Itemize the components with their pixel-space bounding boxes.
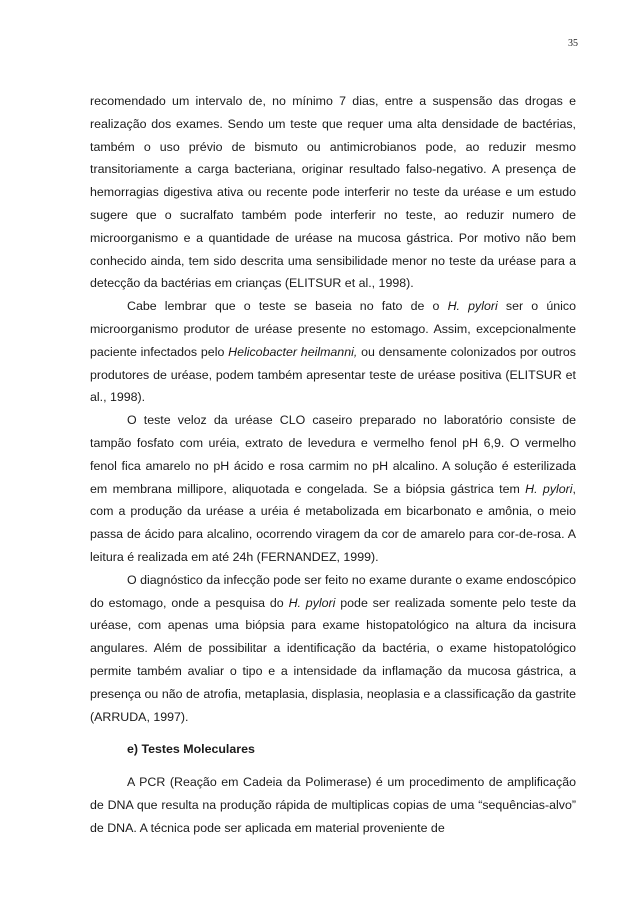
species-name: H. pylori [447, 299, 498, 314]
species-name: Helicobacter heilmanni, [228, 344, 358, 359]
text-span: O teste veloz da uréase CLO caseiro preparado no laboratório consiste de tampão fosfato com uréia, extrato de levedura e vermelho fenol pH 6,9. O vermelho fenol fica amarelo no pH ácido e rosa carmim no pH alcalino. A solução é esterilizada em membrana millipore, aliquotada e congelada. Se a biópsia gástrica tem [90, 413, 576, 496]
page-number: 35 [568, 38, 578, 49]
paragraph-urease-limitations: recomendado um intervalo de, no mínimo 7 dias, entre a suspensão das drogas e realização dos exames. Sendo um teste que requer uma alta densidade de bactérias, também o uso prévio de bismuto ou antimicrobianos pode, ao reduzir mesmo transitoriamente a carga bacteriana, originar resultado falso-negativo. A presença de hemorragias digestiva ativa ou recente pode interferir no teste da uréase e um estudo sugere que o sucralfato também pode interferir no teste, ao reduzir numero de microorganismo e a quantidade de uréase na mucosa gástrica. Por motivo não bem conhecido ainda, tem sido descrita uma sensibilidade menor no teste da uréase para a detecção da bactérias em crianças (ELITSUR et al., 1998). [90, 94, 576, 291]
paragraph-endoscopic-diagnosis [90, 569, 576, 729]
body-text [90, 90, 576, 840]
species-name: H. pylori [525, 481, 573, 496]
species-name: H. pylori [288, 595, 336, 610]
text-span: ou densamente colonizados por outros produtores de uréase, podem também apresentar teste de uréase positiva (ELITSUR et al., 1998). [90, 344, 576, 405]
paragraph-pcr: A PCR (Reação em Cadeia da Polimerase) é um procedimento de amplificação de DNA que resulta na produção rápida de multiplicas copias de uma “sequências-alvo” de DNA. A técnica pode ser aplicada em material proveniente de [90, 775, 576, 835]
text-span: Cabe lembrar que o teste se baseia no fato de o [127, 299, 448, 314]
text-span: pode ser realizada somente pelo teste da uréase, com apenas uma biópsia para exame histopatológico na altura da incisura angulares. Além de possibilitar a identificação da bactéria, o exame histopatológico permite também avaliar o tipo e a intensidade da inflamação da mucosa gástrica, a presença ou não de atrofia, metaplasia, displasia, neoplasia e a classificação da gastrite (ARRUDA, 1997). [90, 595, 576, 724]
text-span: ser o único microorganismo produtor de uréase presente no estomago. Assim, excepcionalmente paciente infectados pelo [90, 299, 576, 359]
paragraph-clo-test [90, 409, 576, 569]
text-span: , com a produção da uréase a uréia é metabolizada em bicarbonato e amônia, o meio passa de ácido para alcalino, ocorrendo viragem da cor de amarelo para cor-de-rosa. A leitura é realizada em até 24h (FERNANDEZ, 1999). [90, 481, 576, 564]
text-span: O diagnóstico da infecção pode ser feito no exame durante o exame endoscópico do estomago, onde a pesquisa do [90, 572, 576, 610]
paragraph-urease-specificity [90, 295, 576, 409]
section-heading: e) Testes Moleculares [127, 742, 255, 757]
